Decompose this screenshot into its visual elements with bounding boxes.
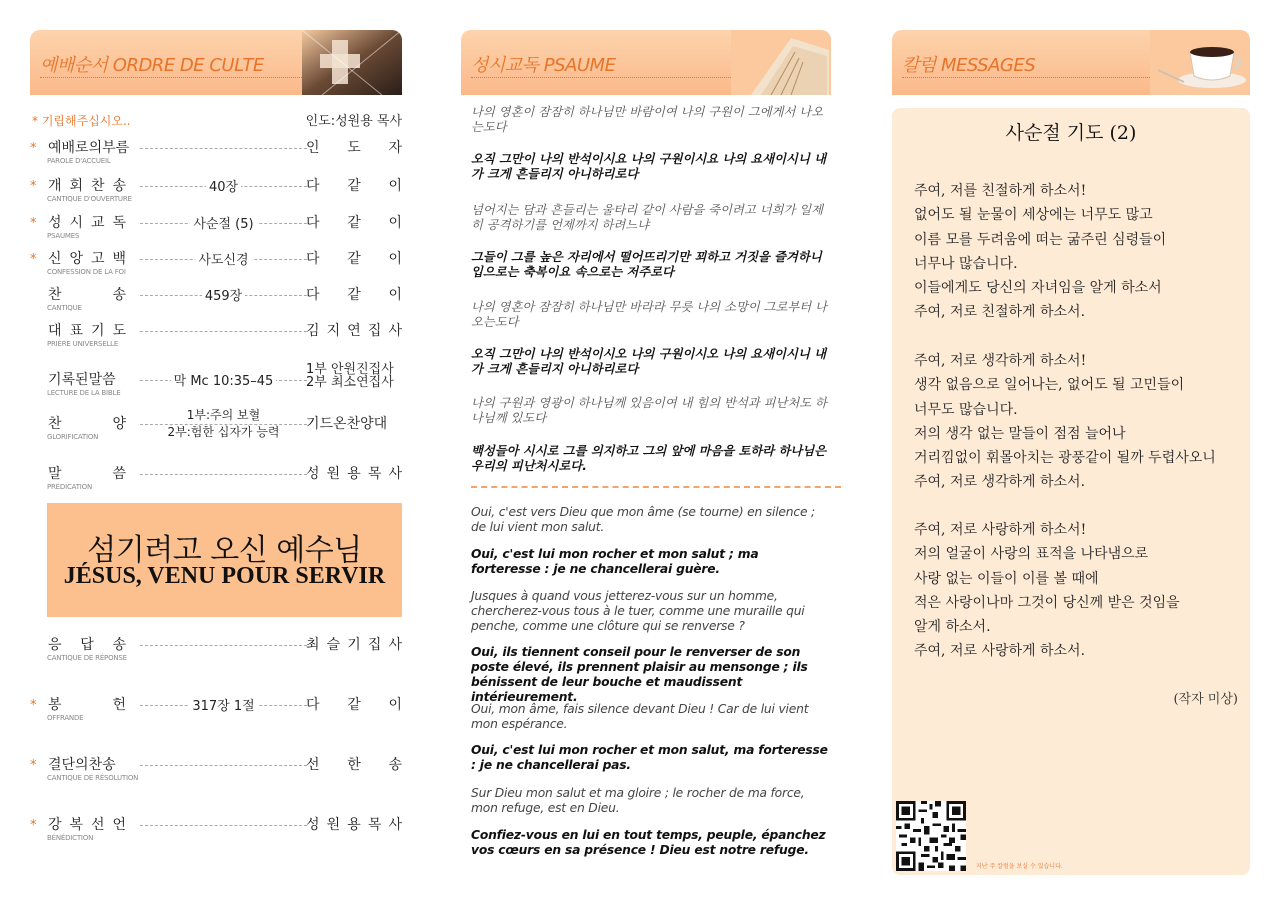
header-rule — [40, 77, 324, 78]
psalm-response-french: Oui, c'est lui mon rocher et mon salut ; ma forteresse : je ne chancellerai guère. — [471, 547, 759, 576]
leader-dots — [140, 331, 307, 332]
order-item-french: LECTURE DE LA BIBLE — [47, 389, 121, 397]
leader-dots — [140, 474, 307, 475]
sermon-title-french: JÉSUS, VENU POUR SERVIR — [63, 563, 386, 589]
messages-header-title: 칼럼 MESSAGES — [902, 55, 1036, 76]
header-rule — [471, 77, 753, 78]
order-item-person: 인 도 자 — [306, 140, 402, 156]
order-header — [30, 30, 402, 95]
order-item — [30, 362, 402, 403]
order-item-person: 성 원 용 목 사 — [306, 466, 402, 482]
order-item-persons — [306, 363, 402, 389]
order-header-title: 예배순서 ORDRE DE CULTE — [40, 55, 264, 76]
order-item-korean: 개 회 찬 송 — [48, 178, 126, 194]
order-item-detail: 317장 1절 — [140, 695, 307, 714]
order-item-korean: 예배로의부름 — [48, 140, 130, 156]
psalm-verse-korean: 넘어지는 담과 흔들리는 울타리 같이 사람을 죽이려고 너희가 일제히 공격하기를 언제까지 하려느냐 — [471, 203, 823, 232]
order-item-french: PAROLE D'ACCUEIL — [47, 157, 111, 165]
reader-service-2: 2부 최소연집사 — [306, 375, 394, 390]
order-item-detail: 459장 — [140, 285, 307, 304]
order-item — [30, 137, 402, 171]
order-item — [30, 248, 402, 282]
order-item — [30, 754, 402, 788]
order-item-person: 다 같 이 — [306, 215, 402, 231]
worship-leader: 인도:성원용 목사 — [305, 114, 402, 129]
order-item-french: CANTIQUE DE RÉSOLUTION — [47, 774, 139, 782]
order-item-korean: 신 앙 고 백 — [48, 251, 126, 267]
order-item-french: PRIÈRE UNIVERSELLE — [47, 340, 119, 348]
sermon-title-korean: 섬기려고 오신 예수님 — [87, 533, 362, 568]
psalm-verse-french: Oui, c'est vers Dieu que mon âme (se tourne) en silence ; de lui vient mon salut. — [471, 505, 815, 534]
standing-mark: * — [30, 179, 37, 194]
order-item-detail: 40장 — [140, 176, 307, 195]
order-item-detail: 사순절 (5) — [140, 213, 307, 232]
leader-dots — [140, 825, 307, 826]
prayer-stanza: 주여, 저로 생각하게 하소서! 생각 없음으로 일어나는, 없어도 될 고민들이 너무도 많습니다. 저의 생각 없는 말들이 점점 늘어나 거리낌없이 휘몰아치는 광풍같이 될까 두렵사오니 주여, 저로 생각하게 하소서. — [914, 353, 1216, 491]
header-rule — [902, 77, 1172, 78]
order-item-french: CANTIQUE D'OUVERTURE — [47, 195, 132, 203]
standing-mark: * — [30, 818, 37, 833]
messages-column — [892, 30, 1250, 870]
order-item-french: PRÉDICATION — [47, 483, 92, 491]
psalm-verse-french: Oui, mon âme, fais silence devant Dieu ! Car de lui vient mon espérance. — [471, 702, 809, 731]
psalm-header-title: 성시교독 PSAUME — [471, 55, 616, 76]
order-item-korean: 기록된말씀 — [48, 372, 116, 388]
psalm-response-korean: 백성들아 시시로 그를 의지하고 그의 앞에 마음을 토하라 하나님은 우리의 피난처시로다. — [471, 444, 826, 473]
prayer-stanza: 주여, 저를 친절하게 하소서! 없어도 될 눈물이 세상에는 너무도 많고 이름 모를 두려움에 떠는 굶주린 심령들이 너무나 많습니다. 이들에게도 당신의 자녀임을 알게 하소서 주여, 저로 친절하게 하소서. — [914, 183, 1167, 321]
order-item-french: PSAUMES — [47, 232, 80, 240]
standing-mark: * — [30, 698, 37, 713]
message-card — [892, 108, 1250, 875]
order-item-korean: 찬 송 — [48, 287, 126, 303]
order-of-worship-column — [30, 30, 402, 842]
order-item — [30, 320, 402, 354]
order-item — [30, 284, 402, 318]
order-item — [30, 814, 402, 848]
order-item-french: BÉNÉDICTION — [47, 834, 94, 842]
order-item-korean: 봉 헌 — [48, 697, 126, 713]
order-item-korean: 성 시 교 독 — [48, 215, 126, 231]
psalm-verse-korean: 나의 영혼이 잠잠히 하나님만 바람이여 나의 구원이 그에게서 나오는도다 — [471, 105, 823, 134]
order-item — [30, 463, 402, 497]
order-item-person: 최 슬 기 집 사 — [306, 637, 402, 653]
order-item-korean: 대 표 기 도 — [48, 323, 126, 339]
psalm-response-french: Oui, c'est lui mon rocher et mon salut, ma forteresse : je ne chancellerai pas. — [471, 743, 828, 772]
order-item-french: CANTIQUE — [47, 304, 82, 312]
reader-service-1: 1부 안원진집사 — [306, 362, 394, 377]
order-item-detail — [140, 407, 307, 441]
order-item-french: OFFRANDE — [47, 714, 84, 722]
psalm-response-korean: 그들이 그를 높은 자리에서 떨어뜨리기만 꾀하고 거짓을 즐겨하니 입으로는 축복이요 속으로는 저주로다 — [471, 250, 822, 279]
order-item-korean: 응 답 송 — [48, 637, 126, 653]
cross-light-image — [302, 30, 402, 95]
order-item — [30, 694, 402, 728]
standing-mark: * — [30, 758, 37, 773]
order-item-korean: 강 복 선 언 — [48, 817, 126, 833]
order-item-french: CANTIQUE DE RÉPONSE — [47, 654, 127, 662]
order-item-person: 다 같 이 — [306, 178, 402, 194]
author-credit: (작자 미상) — [1173, 692, 1238, 707]
psalm-column — [461, 30, 831, 857]
order-item — [30, 175, 402, 209]
order-item-person: 선 한 송 — [306, 757, 402, 773]
leader-dots — [140, 765, 307, 766]
order-item-korean: 찬 양 — [48, 416, 126, 432]
order-item — [30, 634, 402, 668]
psalm-response-korean: 오직 그만이 나의 반석이시오 나의 구원이시오 나의 요새이시니 내가 크게 흔들리지 아니하리로다 — [471, 347, 826, 376]
standing-mark: * — [30, 216, 37, 231]
order-item — [30, 408, 402, 447]
psalm-header — [461, 30, 831, 95]
psalm-verse-french: Sur Dieu mon salut et ma gloire ; le rocher de ma force, mon refuge, est en Dieu. — [471, 786, 805, 815]
order-item-detail: 막 Mc 10:35–45 — [140, 370, 307, 389]
prayer-stanza: 주여, 저로 사랑하게 하소서! 저의 얼굴이 사랑의 표적을 나타냄으로 사랑 없는 이들이 이를 볼 때에 적은 사랑이나마 그것이 당신께 받은 것임을 알게 하소서. 주여, 저로 사랑하게 하소서. — [914, 522, 1180, 660]
standing-mark: * — [30, 252, 37, 267]
psalm-response-french: Confiez-vous en lui en tout temps, peuple, épanchez vos cœurs en sa présence ! Dieu est notre refuge. — [471, 828, 826, 857]
qr-caption: 지난 주 칼럼을 보실 수 있습니다. — [976, 863, 1063, 870]
order-item-person: 김 지 연 집 사 — [306, 323, 402, 339]
language-divider — [471, 486, 841, 488]
standing-mark: * — [30, 141, 37, 156]
anthem-service-2: 2부:험한 십자가 능력 — [164, 425, 282, 439]
leader-dots — [140, 148, 307, 149]
order-item-person: 성 원 용 목 사 — [306, 817, 402, 833]
qr-code-icon[interactable] — [896, 801, 966, 871]
psalm-verse-french: Jusques à quand vous jetterez-vous sur un homme, chercherez-vous tous à le tuer, comme une muraille qui penche, comme une clôture qui se renverse ? — [471, 589, 805, 633]
order-item-person: 다 같 이 — [306, 287, 402, 303]
order-item-person: 기드온찬양대 — [306, 416, 388, 432]
anthem-service-1: 1부:주의 보혈 — [184, 408, 263, 422]
message-title: 사순절 기도 (2) — [1005, 122, 1137, 144]
standing-instruction: * 기립해주십시오.. — [32, 114, 131, 128]
order-item — [30, 212, 402, 246]
order-item-french: CONFESSION DE LA FOI — [47, 268, 126, 276]
psalm-verse-korean: 나의 영혼아 잠잠히 하나님만 바라라 무릇 나의 소망이 그로부터 나오는도다 — [471, 300, 827, 329]
standing-row — [30, 110, 402, 130]
sermon-title-box — [47, 503, 402, 617]
messages-header — [892, 30, 1250, 95]
psalm-verse-korean: 나의 구원과 영광이 하나님께 있음이여 내 힘의 반석과 피난처도 하나님께 있도다 — [471, 396, 827, 425]
psalm-response-korean: 오직 그만이 나의 반석이시요 나의 구원이시요 나의 요새이시니 내가 크게 흔들리지 아니하리로다 — [471, 152, 826, 181]
order-item-person: 다 같 이 — [306, 251, 402, 267]
order-item-person: 다 같 이 — [306, 697, 402, 713]
order-item-korean: 결단의찬송 — [48, 757, 116, 773]
order-item-korean: 말 씀 — [48, 466, 126, 482]
order-item-detail: 사도신경 — [140, 249, 307, 268]
leader-dots — [140, 645, 307, 646]
psalm-response-french: Oui, ils tiennent conseil pour le renverser de son poste élevé, ils prennent plaisir au mensonge ; ils bénissent de leur bouche et maudissent intérieurement. — [471, 645, 808, 704]
open-book-image — [731, 30, 831, 95]
coffee-cup-image — [1150, 30, 1250, 95]
order-item-french: GLORIFICATION — [47, 433, 99, 441]
